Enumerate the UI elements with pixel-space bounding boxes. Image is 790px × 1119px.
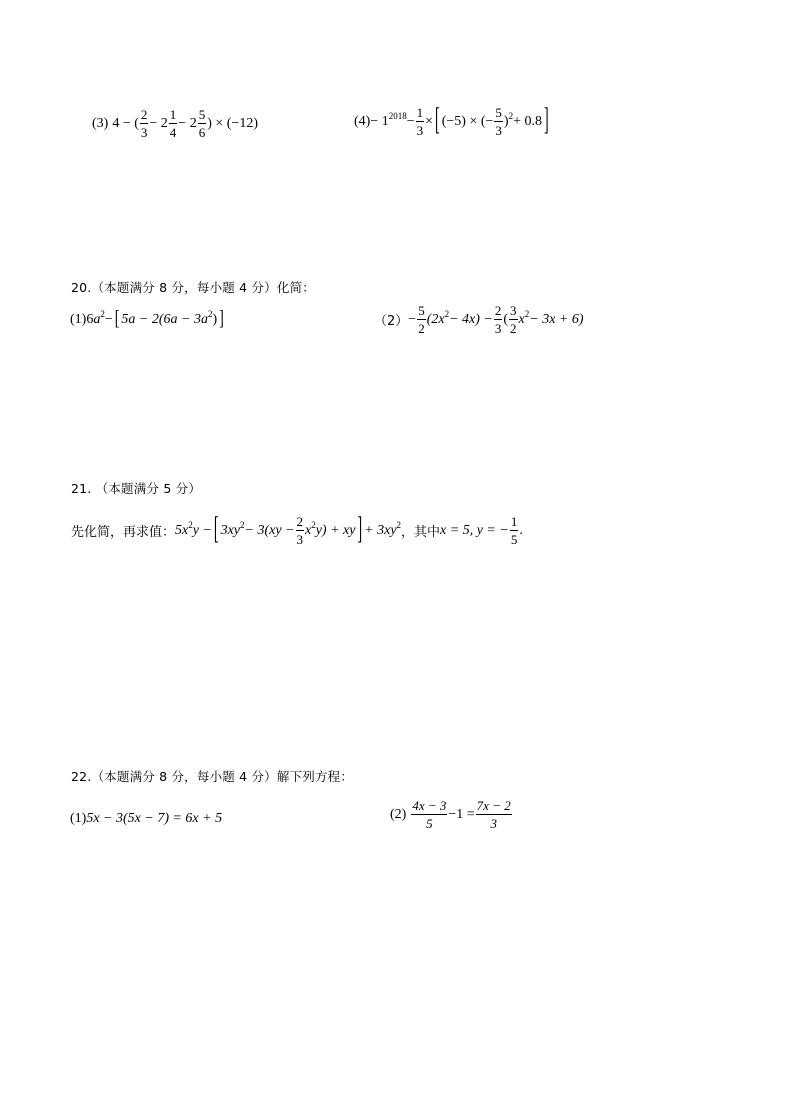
fraction: $\frac{1}{3}$ [416, 105, 424, 138]
q20-part1-expression: (1) 6 a 2 − [ 5a − 2(6a − 3a 2 ) ] [70, 308, 224, 331]
q19-part3-expression: (3) 4 − ( $\frac{2}{3}$ − 2 $\frac{1}{4}$ − 2 $\frac{5}{6}$ ) × (−12) [92, 107, 258, 140]
q20-part1-label: (1) [70, 312, 87, 327]
q22-part1-equation: (1) 5x − 3(5x − 7) = 6x + 5 [70, 811, 223, 826]
q21-heading: 21. （本题满分 5 分） [71, 481, 202, 496]
fraction: $\frac{7x - 2}{3}$ [476, 798, 511, 831]
q22-part2-label: (2) [390, 806, 407, 822]
q22-heading: 22.（本题满分 8 分，每小题 4 分）解下列方程： [71, 769, 354, 784]
fraction: $\frac{4x - 3}{5}$ [412, 798, 447, 831]
q19-part3-label: (3) [92, 115, 109, 131]
right-bracket: ] [543, 103, 549, 138]
q21-expression: 先化简，再求值： 5x 2 y − [ 3xy 2 − 3(xy − $\frac{2}{3}$ x 2 y) + xy ] + 3xy 2 ，其中 x = 5, y = − $\frac{1}{5}$ . [71, 512, 523, 547]
fraction: $\frac{5}{3}$ [495, 105, 502, 138]
left-bracket: [ [114, 308, 120, 331]
q22-part2-equation: (2) $\frac{4x - 3}{5}$ −1 = $\frac{7x - 2}{3}$ [390, 798, 511, 831]
q20-part2-expression: （2） − $\frac{5}{2}$ (2x 2 − 4x) − $\frac{2}{3}$ ( $\frac{3}{2}$ x 2 − 3x + 6) [374, 303, 584, 336]
q20-part2-label: （2） [374, 314, 409, 329]
q21-lead: 先化简，再求值： [71, 525, 176, 540]
fraction: $\frac{5}{6}$ [198, 107, 206, 140]
fraction: $\frac{2}{3}$ [140, 107, 148, 140]
fraction: $\frac{2}{3}$ [296, 514, 303, 547]
right-bracket: ] [357, 512, 363, 547]
q22-part1-label: (1) [70, 811, 87, 826]
left-bracket: [ [213, 512, 219, 547]
left-bracket: [ [435, 103, 440, 138]
fraction: $\frac{3}{2}$ [510, 303, 517, 336]
fraction: $\frac{5}{2}$ [418, 303, 425, 336]
q19-part4-expression: (4) − 1 2018 − $\frac{1}{3}$ × [ (−5) × (− $\frac{5}{3}$ ) 2 + 0.8 ] [354, 103, 549, 138]
fraction: $\frac{1}{4}$ [169, 107, 177, 140]
fraction: $\frac{2}{3}$ [494, 303, 502, 336]
q20-heading: 20.（本题满分 8 分，每小题 4 分）化简： [71, 280, 315, 295]
q19-part4-label: (4) [354, 113, 371, 129]
right-bracket: ] [219, 308, 224, 331]
fraction: $\frac{1}{5}$ [510, 514, 518, 547]
